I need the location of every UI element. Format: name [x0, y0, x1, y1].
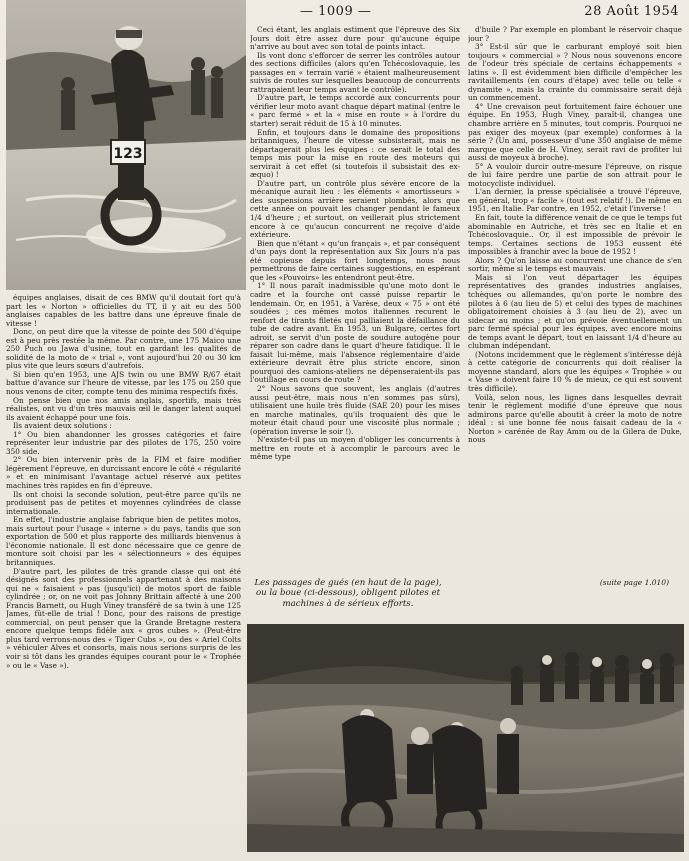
paragraph: équipes anglaises, disait de ces BMW qu'il doutait fort qu'à part les « Norton » officielles du TT, il y ait eu des 500 anglaises capables de les battre dans une épreuve finale de vitesse !: [6, 294, 241, 328]
mud-section-image: [247, 624, 684, 852]
paragraph: Bien que n'étant « qu'un français », et par conséquent d'un pays dont la représentation aux Six Jours n'a pas été copieuse depuis fort longtemps, nous nous permettrons de faire certaines suggestions, en espérant que les «Pouvoirs» les entendront peut-être.: [250, 238, 460, 282]
article-column-1: [6, 294, 241, 851]
paragraph: 2° Nous savons que souvent, les anglais (d'autres aussi peut-être, mais nous n'en sommes pas sûrs), utilisaient une huile très fluide (SAE 20) pour les mises en marche matinales, qu'ils troquaient dès que le moteur était chaud pour une viscosité plus normale ; (opération inverse le soir !).: [250, 383, 460, 436]
paragraph: 4° Une crevaison peut fortuitement faire échouer une équipe. En 1953, Hugh Viney, paraît-il, changea une chambre arrière en 5 minutes, tout compris. Pourquoi ne pas exiger des moyeux (par exemple) conformes à la série ? (Un ami, possesseur d'une 350 anglaise de même marque que celle de H. Viney, serait ravi de profiter lui aussi de moyeux à broche).: [468, 101, 682, 163]
paragraph: 1° Il nous paraît inadmissible qu'une moto dont le cadre et la fourche ont cassé puisse repartir le lendemain. Or, en 1951, à Varèse, deux « 75 » ont été soudées ; ces mêmes motos italiennes recurent le renfort de tirants filetés qui palliaient la défaillance du tube de cadre avant. En 1953, un Bulgare, certes fort adroit, se servit d'un poste de soudure autogène pour réparer son cadre dans le quart d'heure fatidique. Il le faisait lui-même, mais l'absence réglementaire d'aide extérieure devrait être plus stricte encore, sinon pourquoi des camions-ateliers ne dépenseraient-ils pas l'outillage en cours de route ?: [250, 281, 460, 385]
paragraph: Mais si l'on veut départager les équipes représentatives des grandes industries anglaises, tchèques ou allemandes, qu'on porte le nombre des pilotes à 6 (au lieu de 5) et celui des types de machines obligatoirement choisies à 3 (au lieu de 2), avec un sidecar au moins ; et qu'on prévoie éventuellement un parc fermé spécial pour les équipes, avec encore moins de temps avant le départ, tout en laissant 1/4 d'heure au clubman indépendant.: [468, 272, 682, 351]
issue-date: 28 Août 1954: [584, 4, 679, 19]
paragraph: 1° Ou bien abandonner les grosses catégories et faire représenter leur industrie par des pilotes de 175, 250 voire 350 side.: [6, 429, 241, 456]
paragraph: D'autre part, un contrôle plus sévère encore de la mécanique aurait lieu : les éléments « amortisseurs » des suspensions arrière seraient plombés, alors que cette année on pouvait les changer pendant le fameux 1/4 d'heure ; et surtout, on veillerait plus strictement encore à ce qu'aucun concurrent ne reçoive d'aide extérieure.: [250, 178, 460, 240]
paragraph: 5° A vouloir durcir outre-mesure l'épreuve, on risque de lui faire perdre une partie de son attrait pour le motocycliste individuel.: [468, 161, 682, 188]
paragraph: En fait, toute la différence venait de ce que le temps fut abominable en Autriche, et très sec en Italie et en Tchécoslovaquie.. Or, il est impossible de prévoir le temps. Certaines sections de 1953 eussent été impossibles à franchir avec la boue de 1952 !: [468, 213, 682, 257]
mud-section-photo: [247, 624, 684, 852]
paragraph: En effet, l'industrie anglaise fabrique bien de petites motos, mais surtout pour l'usage « interne » du pays, tandis que son exportation de 500 et plus rapporte des milliards bienvenus à l'économie nationale. Il est donc nécessaire que ce genre de monture soit choisi par les « sélectionneurs » des équipes britanniques.: [6, 515, 241, 567]
article-column-2: [250, 26, 460, 566]
paragraph: Donc, on peut dire que la vitesse de pointe des 500 d'équipe est à peu près restée la même. Par contre, une 175 Maico une 250 Puch ou Jawa d'usine, tout en gardant les qualités de solidité de la moto de « trial », vont aujourd'hui 20 ou 30 km plus vite que leurs sœurs d'autrefois.: [6, 327, 241, 371]
paragraph: Ils vont donc s'efforcer de serrer les contrôles autour des sections difficiles (alors qu'en Tchécoslovaquie, les passages en « terrain varié » étaient malheureusement suivis de routes sur lesquelles beaucoup de concurrents rattrapaient leur temps avant le contrôle).: [250, 50, 460, 94]
ford-crossing-photo: [6, 0, 246, 290]
paragraph: Ceci étant, les anglais estiment que l'épreuve des Six Jours doit être assez dure pour qu'aucune équipe n'arrive au bout avec son total de points intact.: [250, 26, 460, 52]
paragraph: Si bien qu'en 1953, une AJS twin ou une BMW R/67 était battue d'avance sur l'heure de vitesse, par les 175 ou 250 que nous venons de citer, compte tenu des minima respectifs fixés.: [6, 369, 241, 397]
paragraph: Enfin, et toujours dans le domaine des propositions britanniques, l'heure de vitesse subsisterait, mais ne départagerait plus les équipes : ce serait le total des temps mis pour la mise en route des moteurs qui servirait à cet effet (si toutefois il subsistait des ex-æquo) !: [250, 127, 460, 180]
page-header: [248, 4, 683, 22]
paragraph: L'an dernier, la presse spécialisée a trouvé l'épreuve, en général, trop « facile » (tout est relatif !). De même en 1951, en Italie. Par contre, en 1952, c'était l'inverse !: [468, 187, 682, 214]
paragraph: 2° Ou bien intervenir près de la FIM et faire modifier légèrement l'épreuve, en durcissant encore le côté « régularité » et en minimisant l'avantage actuel réservé aux petites machines très rapides en fin d'épreuve.: [6, 455, 241, 491]
paragraph: Ils avaient deux solutions :: [13, 421, 112, 431]
ford-crossing-image: [6, 0, 246, 290]
paragraph: 3° Est-il sûr que le carburant employé soit bien toujours « commercial » ? Nous nous souvenons encore de l'odeur très spéciale de certains échappements « latins ». Il est évidemment bien difficile d'empêcher les ravitaillements (en cours d'étape) avec telle ou telle « dynamite », mais la crainte du commissaire serait déjà un commencement.: [468, 42, 682, 103]
rider-number-plate: 123: [113, 146, 143, 162]
page-number: — 1009 —: [300, 4, 372, 19]
paragraph: Alors ? Qu'on laisse au concurrent une chance de s'en sortir, même si le temps est mauvais.: [468, 255, 682, 274]
paragraph: Ils ont choisi la seconde solution, peut-être parce qu'ils ne produisent pas de petites et moyennes cylindrées de classe internationale.: [6, 489, 241, 516]
paragraph: D'autre part, le temps accordé aux concurrents pour vérifier leur moto avant chaque départ matinal (entre le « parc fermé » et la « mise en route » à l'ordre du starter) serait réduit de 15 à 10 minutes.: [250, 93, 460, 129]
paragraph: N'existe-t-il pas un moyen d'obliger les concurrents à mettre en route et à accomplir le parcours avec le même type: [250, 435, 460, 462]
paragraph: D'autre part, les pilotes de très grande classe qui ont été désignés sont des professionnels appartenant à des maisons qui ne « faisaient » pas (jusqu'ici) de motos sport de faible cylindrée ; or, on ne voit pas Johnny Brittain affecté à une 200 Francis Barnett, ou Hugh Viney transféré de sa twin à une 125 James, fût-elle de trial ! Donc, pour des raisons de prestige commercial, on peut penser que la Grande Bretagne restera encore quelque temps fidèle aux « gros cubes ». (Peut-être plus tard verrons-nous des « Tiger Cubs », ou des « Ariel Colts » véhiculer Alves et consorts, mais nous serions surpris de les voir si tôt dans les grandes équipes courant pour le « Trophée » ou le « Vase »).: [6, 566, 241, 670]
photo-caption: Les passages de gués (en haut de la page), ou la boue (ci-dessous), obligent pilotes et machines à de sérieux efforts.: [254, 578, 442, 609]
article-column-3: [468, 26, 682, 574]
paragraph: Voilà, selon nous, les lignes dans lesquelles devrait tenir le règlement modifié d'une épreuve que nous admirons parce qu'elle aboutit à créer la moto de notre idéal : si une bonne fée nous faisait cadeau de la « Norton » carénée de Ray Amm ou de la Gilera de Duke, nous: [468, 392, 682, 445]
paragraph: d'huile ? Par exemple en plombant le réservoir chaque jour ?: [468, 26, 682, 43]
continued-note: (suite page 1.010): [599, 578, 669, 587]
paragraph: (Notons incidemment que le règlement s'intéresse déjà à cette catégorie de concurrents qui doit réaliser la moyenne standard, alors que les équipes « Trophée » ou « Vase » doivent faire 10 % de mieux, ce qui est souvent très difficile).: [468, 349, 682, 393]
paragraph: On pense bien que nos amis anglais, sportifs, mais très réalistes, ont vu d'un très mauvais œil le danger latent auquel ils avaient échappé pour une fois.: [6, 395, 241, 422]
